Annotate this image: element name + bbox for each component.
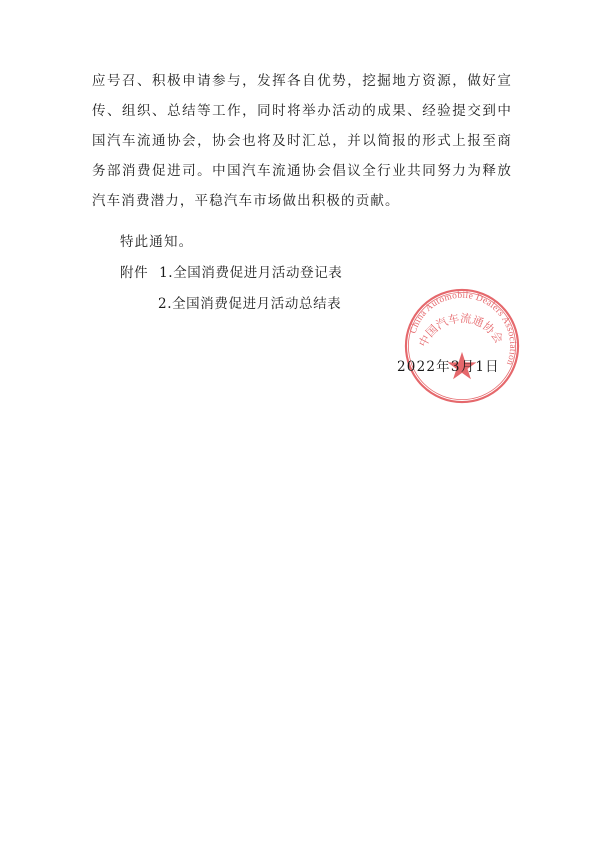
closing-notice: 特此通知。 [120, 234, 194, 250]
body-paragraph: 应号召、积极申请参与，发挥各自优势，挖掘地方资源，做好宣传、组织、总结等工作，同时将举办活动的成果、经验提交到中国汽车流通协会，协会也将及时汇总，并以简报的形式上报至商务部消费促进司。中国汽车流通协会倡议全行业共同努力为释放汽车消费潜力，平稳汽车市场做出积极的贡献。 [92, 73, 512, 209]
seal-chinese-text: 中国汽车流通协会 [416, 311, 506, 350]
attachment-row-1 [120, 258, 342, 288]
official-seal [403, 287, 521, 405]
attachments-label: 附件 [120, 265, 149, 281]
document-body [92, 66, 512, 216]
document-date: 2022年3月1日 [397, 359, 500, 375]
seal-english-text: China Automobile Dealers Association [408, 290, 518, 367]
attachment-item-1: 1.全国消费促进月活动登记表 [159, 265, 343, 281]
attachment-row-2 [158, 289, 341, 319]
attachment-item-2: 2.全国消费促进月活动总结表 [158, 296, 342, 312]
